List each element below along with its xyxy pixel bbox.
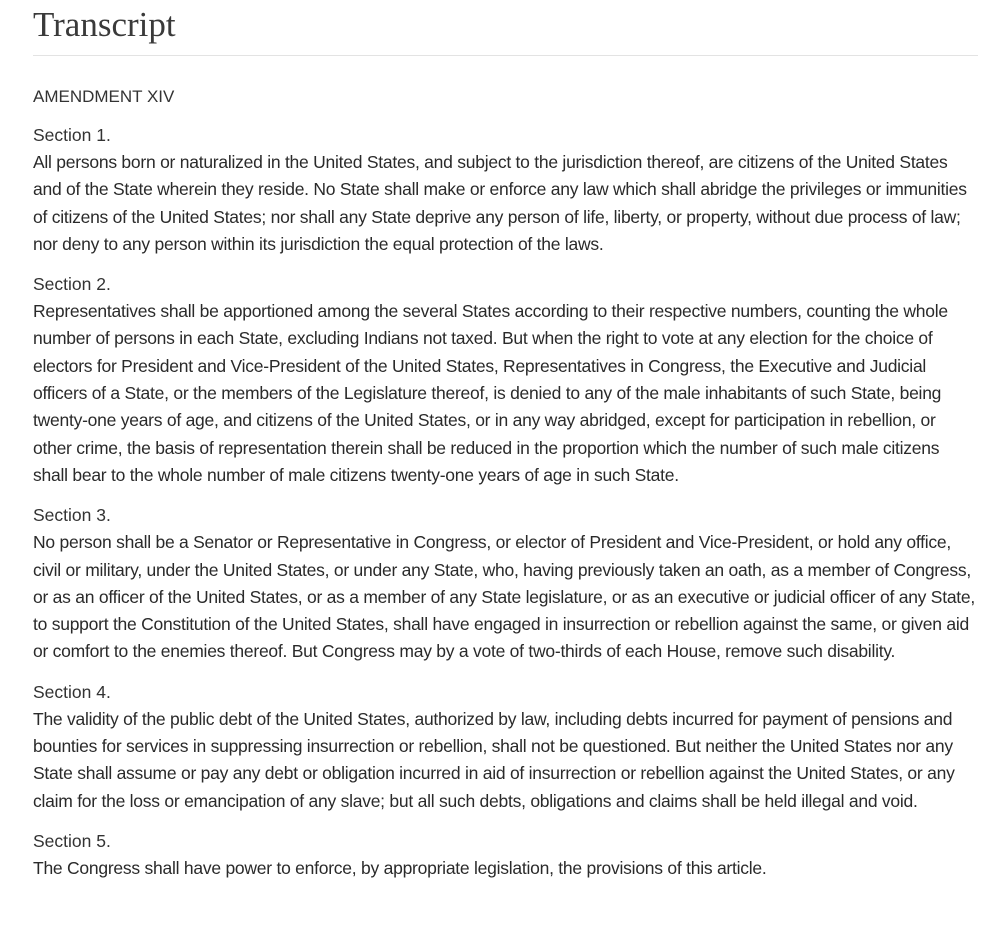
- transcript-page: [33, 0, 978, 882]
- title-divider: [33, 55, 978, 56]
- section-heading: Section 4.: [33, 681, 111, 702]
- section-5: [33, 828, 978, 882]
- page-title: Transcript: [33, 5, 176, 44]
- amendment-heading: AMENDMENT XIV: [33, 87, 175, 106]
- section-text: The Congress shall have power to enforce, by appropriate legislation, the provisions of this article.: [33, 857, 767, 878]
- section-heading: Section 2.: [33, 274, 111, 295]
- section-text: The validity of the public debt of the United States, authorized by law, including debts incurred for payment of pensions and bounties for services in suppressing insurrection or rebellion, shall not be questioned. But neither the United States nor any State shall assume or pay any debt or obligation incurred in aid of insurrection or rebellion against the United States, or any claim for the loss or emancipation of any slave; but all such debts, obligations and claims shall be held illegal and void.: [33, 708, 955, 811]
- section-heading: Section 1.: [33, 125, 111, 145]
- section-text: All persons born or naturalized in the United States, and subject to the jurisdiction thereof, are citizens of the United States and of the State wherein they reside. No State shall make or enforce any law which shall abridge the privileges or immunities of citizens of the United States; nor shall any State deprive any person of life, liberty, or property, without due process of law; nor deny to any person within its jurisdiction the equal protection of the laws.: [33, 152, 967, 254]
- section-2: [33, 271, 978, 489]
- section-text: No person shall be a Senator or Representative in Congress, or elector of President and Vice-President, or hold any office, civil or military, under the United States, or under any State, who, having previously taken an oath, as a member of Congress, or as an officer of the United States, or as a member of any State legislature, or as an executive or judicial officer of any State, to support the Constitution of the United States, shall have engaged in insurrection or rebellion against the same, or given aid or comfort to the enemies thereof. But Congress may by a vote of two-thirds of each House, remove such disability.: [33, 532, 976, 662]
- section-1: [33, 122, 978, 258]
- section-heading: Section 3.: [33, 505, 111, 526]
- section-heading: Section 5.: [33, 830, 111, 851]
- section-3: [33, 502, 978, 665]
- section-text: Representatives shall be apportioned among the several States according to their respective numbers, counting the whole number of persons in each State, excluding Indians not taxed. But when the right to vote at any election for the choice of electors for President and Vice-President of the United States, Representatives in Congress, the Executive and Judicial officers of a State, or the members of the Legislature thereof, is denied to any of the male inhabitants of such State, being twenty-one years of age, and citizens of the United States, or in any way abridged, except for participation in rebellion, or other crime, the basis of representation therein shall be reduced in the proportion which the number of such male citizens shall bear to the whole number of male citizens twenty-one years of age in such State.: [33, 301, 948, 485]
- section-4: [33, 679, 978, 815]
